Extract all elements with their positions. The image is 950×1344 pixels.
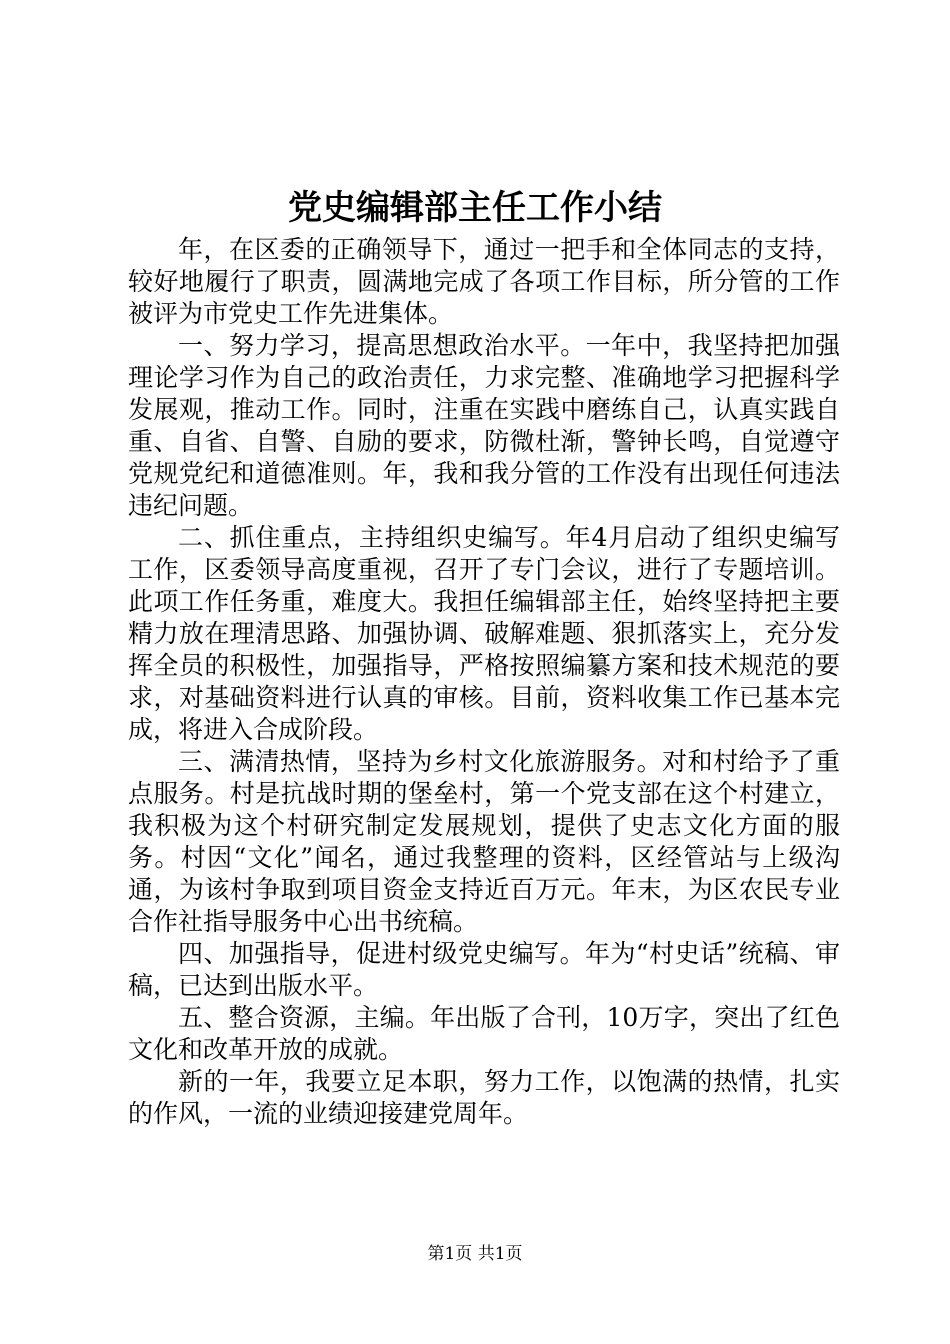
document-body (128, 234, 840, 1130)
paragraph-section-3: 三、满清热情，坚持为乡村文化旅游服务。对和村给予了重点服务。村是抗战时期的堡垒村，第一个党支部在这个村建立，我积极为这个村研究制定发展规划，提供了史志文化方面的服务。村因“文化”闻名，通过我整理的资料，区经管站与上级沟通，为该村争取到项目资金支持近百万元。年末，为区农民专业合作社指导服务中心出书统稿。 (128, 747, 840, 936)
paragraph-closing: 新的一年，我要立足本职，努力工作，以饱满的热情，扎实的作风，一流的业绩迎接建党周年。 (128, 1067, 840, 1128)
page-footer: 第1页 共1页 (427, 1244, 523, 1264)
paragraph-section-2: 二、抓住重点，主持组织史编写。年4月启动了组织史编写工作，区委领导高度重视，召开了专门会议，进行了专题培训。此项工作任务重，难度大。我担任编辑部主任，始终坚持把主要精力放在理清思路、加强协调、破解难题、狠抓落实上，充分发挥全员的积极性，加强指导，严格按照编纂方案和技术规范的要求，对基础资料进行认真的审核。目前，资料收集工作已基本完成，将进入合成阶段。 (128, 523, 840, 744)
paragraph-section-4: 四、加强指导，促进村级党史编写。年为“村史话”统稿、审稿，已达到出版水平。 (128, 939, 840, 1000)
document-title: 党史编辑部主任工作小结 (288, 188, 662, 228)
paragraph-section-5: 五、整合资源，主编。年出版了合刊，10万字，突出了红色文化和改革开放的成就。 (128, 1003, 840, 1064)
paragraph-intro: 年，在区委的正确领导下，通过一把手和全体同志的支持，较好地履行了职责，圆满地完成了各项工作目标，所分管的工作被评为市党史工作先进集体。 (128, 235, 840, 328)
paragraph-section-1: 一、努力学习，提高思想政治水平。一年中，我坚持把加强理论学习作为自己的政治责任，力求完整、准确地学习把握科学发展观，推动工作。同时，注重在实践中磨练自己，认真实践自重、自省、自警、自励的要求，防微杜渐，警钟长鸣，自觉遵守党规党纪和道德准则。年，我和我分管的工作没有出现任何违法违纪问题。 (128, 331, 840, 520)
